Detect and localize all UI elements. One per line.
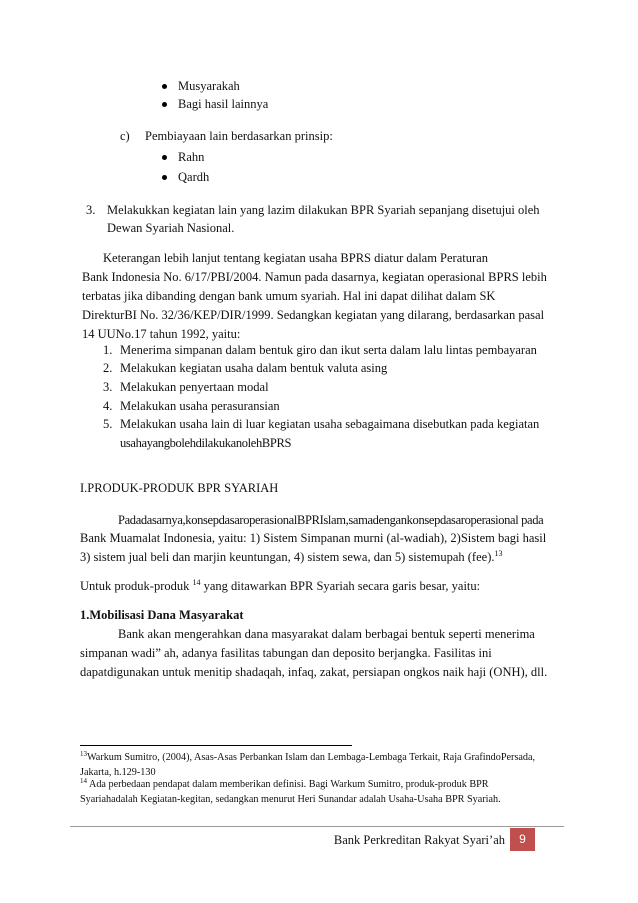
prohibited-item-4 [103, 398, 280, 414]
bullet-item-qardh [160, 169, 209, 185]
prohibited-item-1 [103, 342, 537, 358]
footnote-14-continuation: Syariahadalah Kegiatan-kegitan, sedangkan menurut Heri Sunandar adalah Usaha-Usaha BPR Syariah. [80, 794, 501, 805]
paragraph-line: terbatas jika dibanding dengan bank umum syariah. Hal ini dapat dilihat dalam SK [82, 289, 496, 303]
list-item-text: Melakukan kegiatan usaha dalam bentuk valuta asing [120, 361, 388, 375]
paragraph-line: 14 UUNo.17 tahun 1992, yaitu: [82, 327, 241, 341]
bullet-text: Qardh [178, 170, 210, 184]
paragraph-text: Untuk produk-produk [80, 579, 193, 593]
bullet-text: Rahn [178, 150, 205, 164]
footnote-reference-13[interactable]: 13 [494, 549, 503, 558]
paragraph-line: Bank akan mengerahkan dana masyarakat dalam berbagai bentuk seperti menerima [118, 627, 535, 641]
bullet-item-musyarakah [160, 78, 240, 94]
paragraph-line: Bank Muamalat Indonesia, yaitu: 1) Sistem Simpanan murni (al-wadiah), 2)Sistem bagi hasil [80, 531, 547, 545]
list-item-text: Melakukan penyertaan modal [120, 380, 269, 394]
list-item-text: Melakukan usaha perasuransian [120, 399, 280, 413]
paragraph-line: dapatdigunakan untuk menitip shadaqah, infaq, zakat, persiapan ongkos naik haji (ONH), dll. [80, 665, 548, 679]
bullet-icon [162, 84, 167, 89]
footnote-text: Warkum Sumitro, (2004), Asas-Asas Perbankan Islam dan Lembaga-Lembaga Terkait, Raja GrafindoPersada, [87, 752, 536, 763]
paragraph-line: Keterangan lebih lanjut tentang kegiatan usaha BPRS diatur dalam Peraturan [103, 251, 488, 265]
subheading: 1.Mobilisasi Dana Masyarakat [80, 608, 244, 622]
footer-rule [70, 826, 564, 827]
list-marker: c) [120, 129, 130, 143]
paragraph-line: Padadasarnya,konsepdasaroperasionalBPRIslam,samadengankonsepdasaroperasional pada [118, 513, 544, 527]
bullet-icon [162, 175, 167, 180]
bullet-text: Musyarakah [178, 79, 240, 93]
bullet-icon [162, 155, 167, 160]
paragraph-line [80, 549, 502, 565]
paragraph-text: 3) sistem jual beli dan marjin keuntungan, 4) sistem sewa, dan 5) sistemupah (fee). [80, 550, 495, 564]
footnote-reference-14[interactable]: 14 [192, 578, 201, 587]
footnote-number: 13 [80, 750, 87, 758]
list-item-3 [86, 202, 540, 218]
list-item-text: Melakukkan kegiatan lain yang lazim dilakukan BPR Syariah sepanjang disetujui oleh [107, 203, 540, 217]
paragraph-line [80, 578, 480, 594]
list-marker: 3. [103, 380, 113, 394]
list-marker: 5. [103, 417, 113, 431]
footnote-separator [80, 745, 352, 746]
footnote-13-continuation: Jakarta, h.129-130 [80, 767, 156, 778]
list-marker: 3. [86, 203, 96, 217]
list-item-c [120, 128, 333, 144]
list-marker: 1. [103, 343, 113, 357]
bullet-item-rahn [160, 149, 204, 165]
prohibited-item-3 [103, 379, 269, 395]
bullet-item-bagi-hasil [160, 96, 268, 112]
paragraph-text: yang ditawarkan BPR Syariah secara garis besar, yaitu: [200, 579, 481, 593]
paragraph-line: simpanan wadi” ah, adanya fasilitas tabungan dan deposito berjangka. Fasilitas ini [80, 646, 492, 660]
section-title: I.PRODUK-PRODUK BPR SYARIAH [80, 481, 279, 495]
list-marker: 4. [103, 399, 113, 413]
prohibited-item-5-continuation: usahayangbolehdilakukanolehBPRS [120, 436, 292, 450]
prohibited-item-2 [103, 360, 387, 376]
footnote-number: 14 [80, 777, 87, 785]
list-marker: 2. [103, 361, 113, 375]
page-number: 9 [510, 828, 535, 851]
paragraph-line: DirekturBI No. 32/36/KEP/DIR/1999. Sedangkan kegiatan yang dilarang, berdasarkan pasal [82, 308, 545, 322]
paragraph-line: Bank Indonesia No. 6/17/PBI/2004. Namun pada dasarnya, kegiatan operasional BPRS lebih [82, 270, 547, 284]
footer-title: Bank Perkreditan Rakyat Syari’ah [333, 833, 505, 847]
footnote-text: Ada perbedaan pendapat dalam memberikan definisi. Bagi Warkum Sumitro, produk-produk BPR [87, 779, 489, 790]
footnote-13 [80, 751, 535, 764]
list-item-3-continuation: Dewan Syariah Nasional. [107, 221, 235, 235]
bullet-text: Bagi hasil lainnya [178, 97, 269, 111]
list-item-text: Melakukan usaha lain di luar kegiatan usaha sebagaimana disebutkan pada kegiatan [120, 417, 540, 431]
footnote-14 [80, 778, 489, 791]
list-item-text: Menerima simpanan dalam bentuk giro dan ikut serta dalam lalu lintas pembayaran [120, 343, 537, 357]
prohibited-item-5 [103, 416, 539, 432]
list-item-text: Pembiayaan lain berdasarkan prinsip: [145, 129, 333, 143]
bullet-icon [162, 102, 167, 107]
